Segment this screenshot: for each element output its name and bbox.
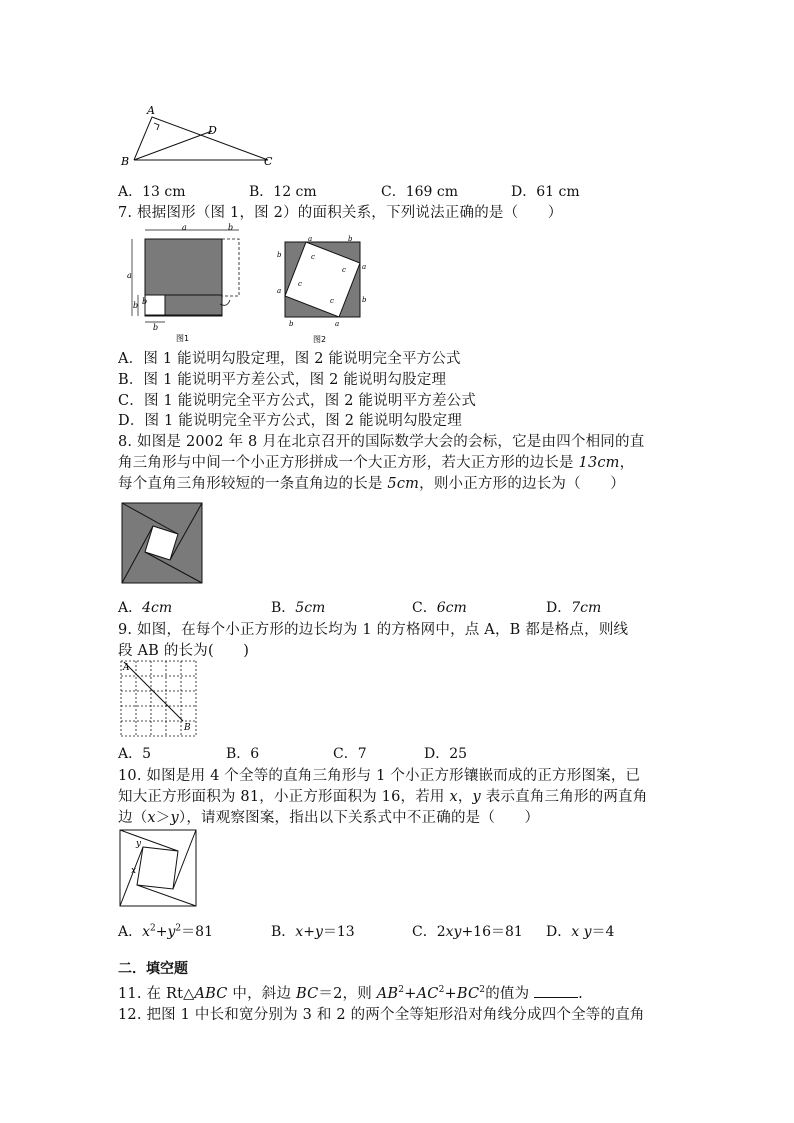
fig2-label-b-right: b bbox=[362, 296, 367, 304]
fig2-label-b-top: b bbox=[348, 235, 353, 243]
q10-option-a: A．$x^2+y^2=81$ bbox=[118, 923, 213, 940]
q6-label-b: B bbox=[121, 155, 130, 168]
q9-option-c: C．7 bbox=[333, 746, 367, 762]
q10-option-b: B．x+y＝13 bbox=[271, 924, 355, 940]
q6-option-b: B．12 cm bbox=[249, 184, 317, 200]
q6-option-d: D．61 cm bbox=[511, 184, 580, 200]
fig1-label-b-left: b bbox=[133, 301, 139, 310]
q9-option-d: D．25 bbox=[424, 746, 468, 762]
q10-label-y: y bbox=[136, 839, 142, 849]
q10-stem-line-3: 边（x＞y），请观察图案，指出以下关系式中不正确的是（ ） bbox=[118, 810, 540, 826]
q8-stem-line-3: 每个直角三角形较短的一条直角边的长是 5cm，则小正方形的边长为（ ） bbox=[118, 476, 625, 492]
q9-option-b: B．6 bbox=[226, 746, 260, 762]
q7-figure-1 bbox=[118, 220, 248, 345]
q8-option-b: B．5cm bbox=[271, 600, 326, 616]
fig1-label-a-left: a bbox=[127, 271, 132, 280]
q11-answer-blank[interactable] bbox=[534, 985, 578, 998]
q10-option-c: C．2xy+16＝81 bbox=[412, 924, 523, 940]
q7-option-a: A．图 1 能说明勾股定理，图 2 能说明完全平方公式 bbox=[118, 351, 461, 367]
q9-grid-figure bbox=[118, 658, 200, 738]
fig2-label-c2: c bbox=[342, 266, 346, 274]
q6-label-a: A bbox=[147, 104, 155, 117]
q8-stem-line-2: 角三角形与中间一个小正方形拼成一个大正方形，若大正方形的边长是 13cm， bbox=[118, 455, 635, 471]
fig2-label-b-left: b bbox=[277, 251, 282, 259]
q10-stem-line-2: 知大正方形面积为 81，小正方形面积为 16，若用 x，y 表示直角三角形的两直角 bbox=[118, 789, 648, 805]
section-title-fill-in: 二．填空题 bbox=[118, 961, 188, 977]
q7-option-c: C．图 1 能说明完全平方公式，图 2 能说明平方差公式 bbox=[118, 393, 477, 409]
q6-label-d: D bbox=[208, 124, 217, 137]
q8-option-c: C．6cm bbox=[412, 600, 467, 616]
q8-option-a: A．4cm bbox=[118, 600, 173, 616]
fig2-label-a-right: a bbox=[362, 263, 367, 271]
fig2-label-c1: c bbox=[311, 253, 315, 261]
q9-stem-line-1: 9. 如图，在每个小正方形的边长均为 1 的方格网中，点 A，B 都是格点，则线 bbox=[118, 622, 629, 638]
q10-option-d: D．x y＝4 bbox=[546, 924, 615, 940]
q7-option-b: B．图 1 能说明平方差公式，图 2 能说明勾股定理 bbox=[118, 372, 447, 388]
q9-label-a: A bbox=[123, 663, 130, 673]
q12-stem-line-1: 12. 把图 1 中长和宽分别为 3 和 2 的两个全等矩形沿对角线分成四个全等的直角 bbox=[118, 1007, 645, 1023]
fig2-label-c3: c bbox=[298, 280, 302, 288]
q7-stem: 7. 根据图形（图 1，图 2）的面积关系，下列说法正确的是（ ） bbox=[118, 205, 563, 221]
q6-label-c: C bbox=[264, 155, 273, 168]
q10-label-x: x bbox=[131, 866, 137, 876]
q11-stem: 11. 在 Rt△ABC 中，斜边 BC＝2，则 $AB^2+AC^2+BC^2$的值为 . bbox=[118, 985, 583, 1002]
q9-stem-line-2: 段 AB 的长为( ) bbox=[118, 643, 250, 659]
q6-option-a: A．13 cm bbox=[118, 184, 186, 200]
fig2-label-c4: c bbox=[330, 297, 334, 305]
q7-figure-2 bbox=[275, 230, 375, 345]
q7-option-d: D．图 1 能说明完全平方公式，图 2 能说明勾股定理 bbox=[118, 413, 462, 429]
fig2-label-a-top: a bbox=[308, 235, 313, 243]
q8-option-d: D．7cm bbox=[546, 600, 602, 616]
q10-stem-line-1: 10. 如图是用 4 个全等的直角三角形与 1 个小正方形镶嵌而成的正方形图案，已 bbox=[118, 768, 641, 784]
fig2-label-a-left: a bbox=[277, 287, 282, 295]
fig1-label-a-top: a bbox=[182, 223, 187, 232]
fig1-label-b-bottom: b bbox=[153, 323, 159, 332]
fig1-label-b-inner: b bbox=[142, 297, 148, 306]
q10-figure bbox=[119, 829, 199, 909]
q8-figure bbox=[121, 502, 203, 584]
fig1-label-b-top: b bbox=[228, 223, 234, 232]
q8-stem-line-1: 8. 如图是 2002 年 8 月在北京召开的国际数学大会的会标，它是由四个相同的直 bbox=[118, 434, 645, 450]
q9-option-a: A．5 bbox=[118, 746, 152, 762]
fig2-label-a-bottom: a bbox=[335, 320, 340, 328]
fig1-caption: 图1 bbox=[176, 334, 190, 343]
fig2-caption: 图2 bbox=[313, 335, 327, 344]
q6-triangle-figure bbox=[118, 104, 280, 168]
fig2-label-b-bottom: b bbox=[289, 320, 294, 328]
q6-option-c: C．169 cm bbox=[381, 184, 459, 200]
q9-label-b: B bbox=[184, 723, 191, 733]
